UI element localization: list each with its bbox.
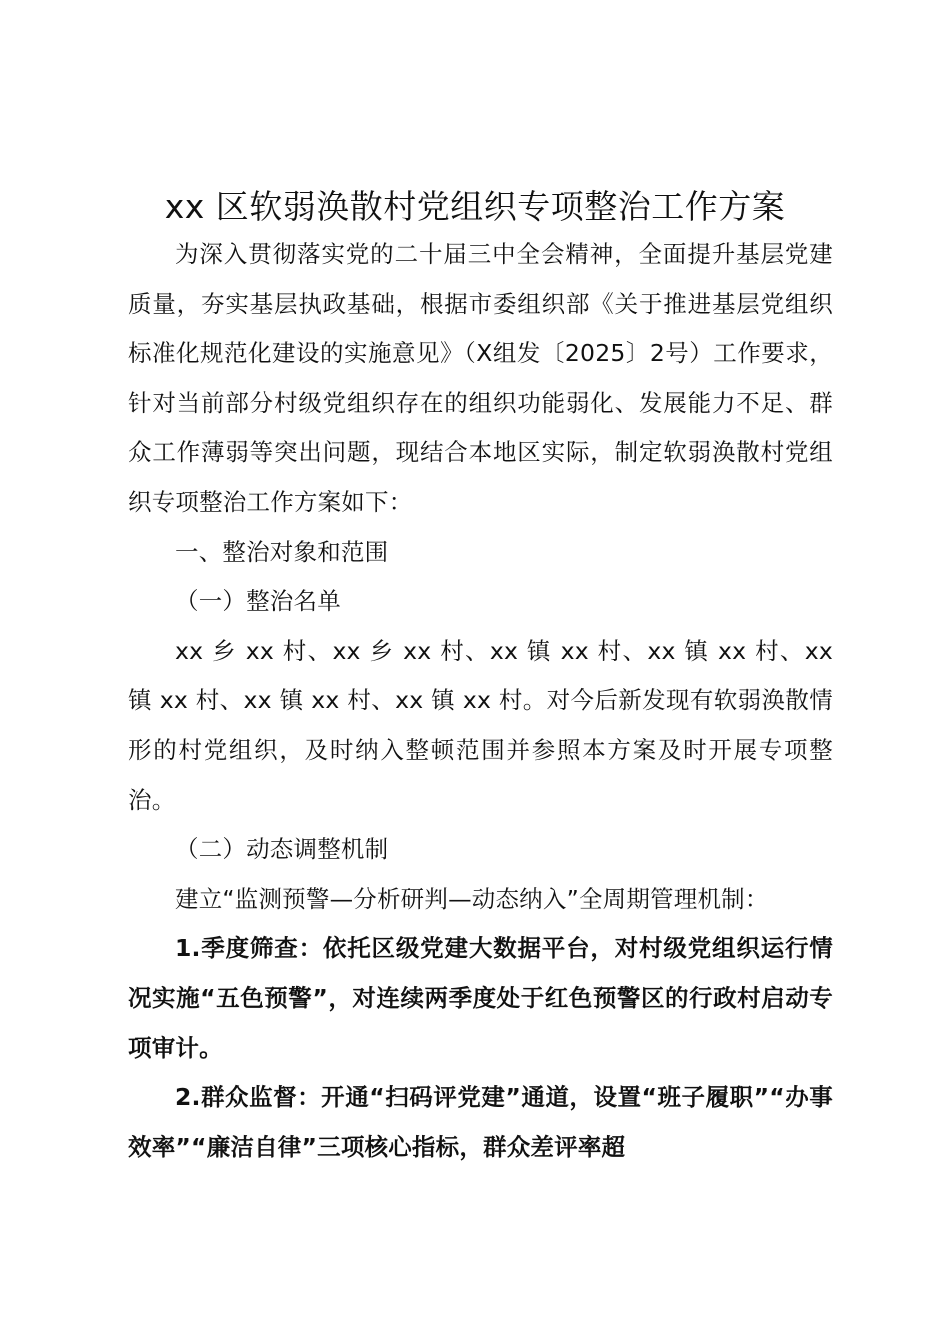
section-heading-1: 一、整治对象和范围 bbox=[175, 537, 389, 566]
quarterly-screening-paragraph: 1.季度筛查：依托区级党建大数据平台，对村级党组织运行情况实施“五色预警”，对连续两季度处于红色预警区的行政村启动专项审计。 bbox=[128, 934, 833, 1062]
public-supervision-paragraph: 2.群众监督：开通“扫码评党建”通道，设置“班子履职”“办事效率”“廉洁自律”三项核心指标，群众差评率超 bbox=[128, 1083, 833, 1161]
subsection-heading-1: （一）整治名单 bbox=[175, 587, 341, 616]
intro-paragraph: 为深入贯彻落实党的二十届三中全会精神，全面提升基层党建质量，夯实基层执政基础，根据市委组织部《关于推进基层党组织标准化规范化建设的实施意见》（X组发〔2025〕2号）工作要求，针对当前部分村级党组织存在的组织功能弱化、发展能力不足、群众工作薄弱等突出问题，现结合本地区实际，制定软弱涣散村党组织专项整治工作方案如下： bbox=[128, 240, 833, 516]
mechanism-paragraph: 建立“监测预警—分析研判—动态纳入”全周期管理机制： bbox=[175, 884, 769, 913]
village-list-paragraph: xx 乡 xx 村、xx 乡 xx 村、xx 镇 xx 村、xx 镇 xx 村、xx 镇 xx 村、xx 镇 xx 村、xx 镇 xx 村。对今后新发现有软弱涣散情形的村党组织，及时纳入整顿范围并参照本方案及时开展专项整治。 bbox=[128, 636, 833, 814]
document-body bbox=[128, 230, 833, 1172]
subsection-heading-2: （二）动态调整机制 bbox=[175, 835, 389, 864]
document-title: xx 区软弱涣散村党组织专项整治工作方案 bbox=[164, 187, 786, 226]
